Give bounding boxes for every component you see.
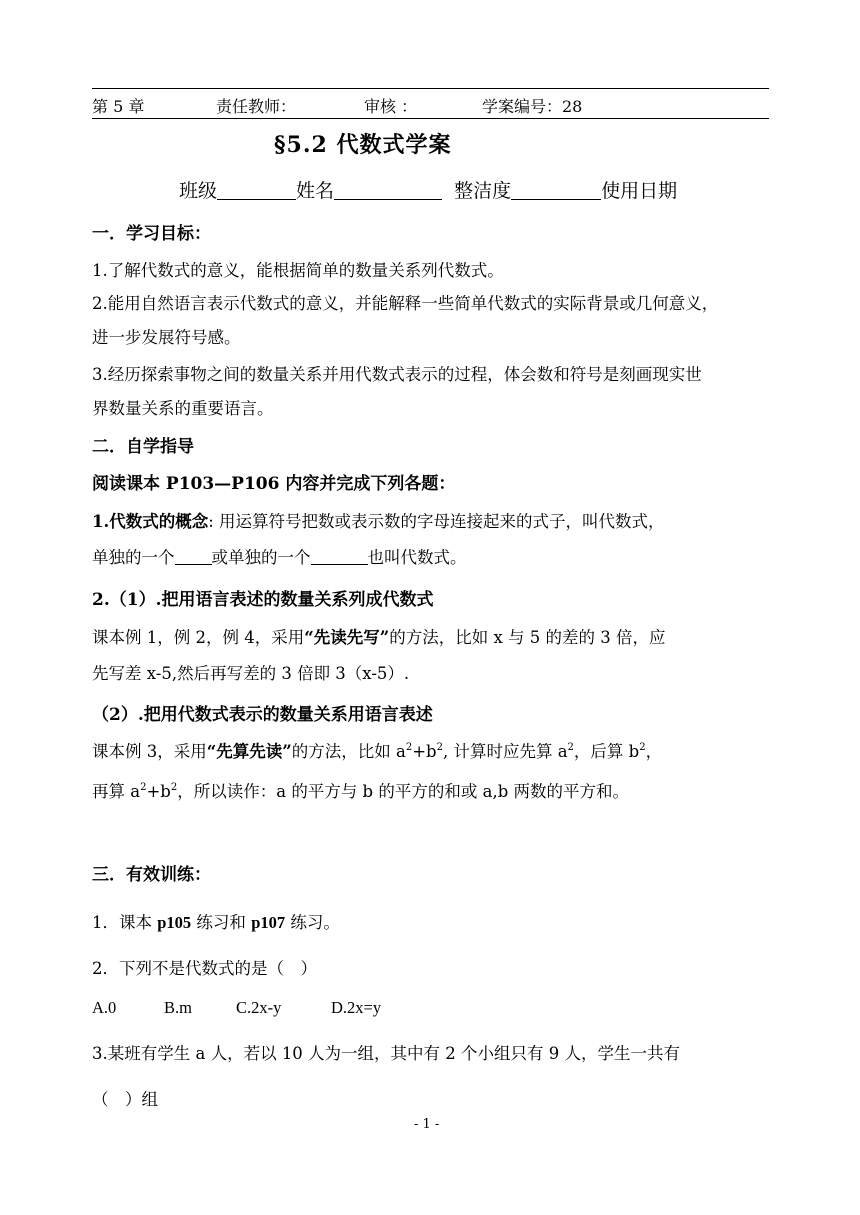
option-c[interactable]: C.2x-y	[236, 998, 282, 1017]
practice-2-question: 2．下列不是代数式的是（ ）	[92, 959, 317, 978]
goal-3-line1: 3.经历探索事物之间的数量关系并用代数式表示的过程，体会数和符号是刻画现实世	[92, 365, 702, 384]
page-title: §5.2 代数式学案	[274, 132, 452, 158]
goal-1: 1.了解代数式的意义，能根据简单的数量关系列代数式。	[92, 261, 504, 280]
example-2-1-line2: 先写差 x-5,然后再写差的 3 倍即 3（x-5）.	[92, 664, 410, 683]
header-chapter: 第 5 章	[92, 97, 145, 116]
neatness-label: 整洁度	[454, 180, 512, 202]
subheading-2-1: 2.（1）.把用语言表述的数量关系列成代数式	[92, 590, 434, 610]
section-heading-practice: 三．有效训练：	[92, 865, 211, 885]
practice-3-line1: 3.某班有学生 a 人，若以 10 人为一组，其中有 2 个小组只有 9 人，学生一共有	[92, 1044, 681, 1063]
name-label: 姓名	[296, 180, 335, 202]
page-number: - 1 -	[414, 1117, 440, 1132]
concept-label: 1.代数式的概念	[92, 512, 209, 531]
option-a[interactable]: A.0	[92, 998, 117, 1017]
practice-3-line2: （ ）组	[92, 1090, 158, 1109]
goal-2-line2: 进一步发展符号感。	[92, 328, 241, 347]
neatness-blank[interactable]	[511, 181, 601, 200]
practice-2-options	[92, 998, 381, 1018]
goal-3-line2: 界数量关系的重要语言。	[92, 399, 274, 418]
class-label: 班级	[179, 180, 218, 202]
example-2-2-line1: 课本例 3，采用“先算先读”的方法，比如 $a^2+b^2$, 计算时应先算 $a^2$，后算 $b^2$，	[92, 742, 663, 761]
reading-instruction: 阅读课本 P103—P106 内容并完成下列各题：	[92, 474, 456, 494]
date-label: 使用日期	[601, 180, 678, 202]
header-review: 审核 ：	[364, 97, 418, 116]
section-heading-goals: 一．学习目标：	[92, 224, 211, 244]
fill-blank-1[interactable]	[175, 548, 212, 565]
option-b[interactable]: B.m	[164, 998, 192, 1017]
concept-definition: : 用运算符号把数或表示数的字母连接起来的式子，叫代数式，	[208, 512, 665, 531]
fill-blank-2[interactable]	[311, 548, 368, 565]
example-2-1-line1: 课本例 1，例 2，例 4，采用“先读先写”的方法，比如 x 与 5 的差的 3 倍，应	[92, 628, 666, 647]
concept-line1	[92, 508, 665, 532]
student-info-fields	[179, 176, 677, 203]
subheading-2-2: （2）.把用代数式表示的数量关系用语言表述	[92, 705, 433, 725]
header-top-rule	[92, 88, 769, 89]
section-heading-guide: 二．自学指导	[92, 437, 194, 457]
option-d[interactable]: D.2x=y	[331, 998, 382, 1017]
class-blank[interactable]	[217, 181, 296, 200]
header-case-number: 学案编号：28	[482, 97, 583, 116]
name-blank[interactable]	[334, 181, 442, 200]
practice-1: 1．课本 p105 练习和 p107 练习。	[92, 913, 340, 932]
concept-line2: 单独的一个 或单独的一个 也叫代数式。	[92, 548, 467, 567]
example-2-2-line2: 再算 $a^2+b^2$，所以读作：a 的平方与 b 的平方的和或 a,b 两数的平方和。	[92, 782, 630, 801]
header-bottom-rule	[92, 118, 769, 119]
header-teacher: 责任教师：	[216, 97, 297, 116]
goal-2-line1: 2.能用自然语言表示代数式的意义，并能解释一些简单代数式的实际背景或几何意义，	[92, 294, 719, 313]
